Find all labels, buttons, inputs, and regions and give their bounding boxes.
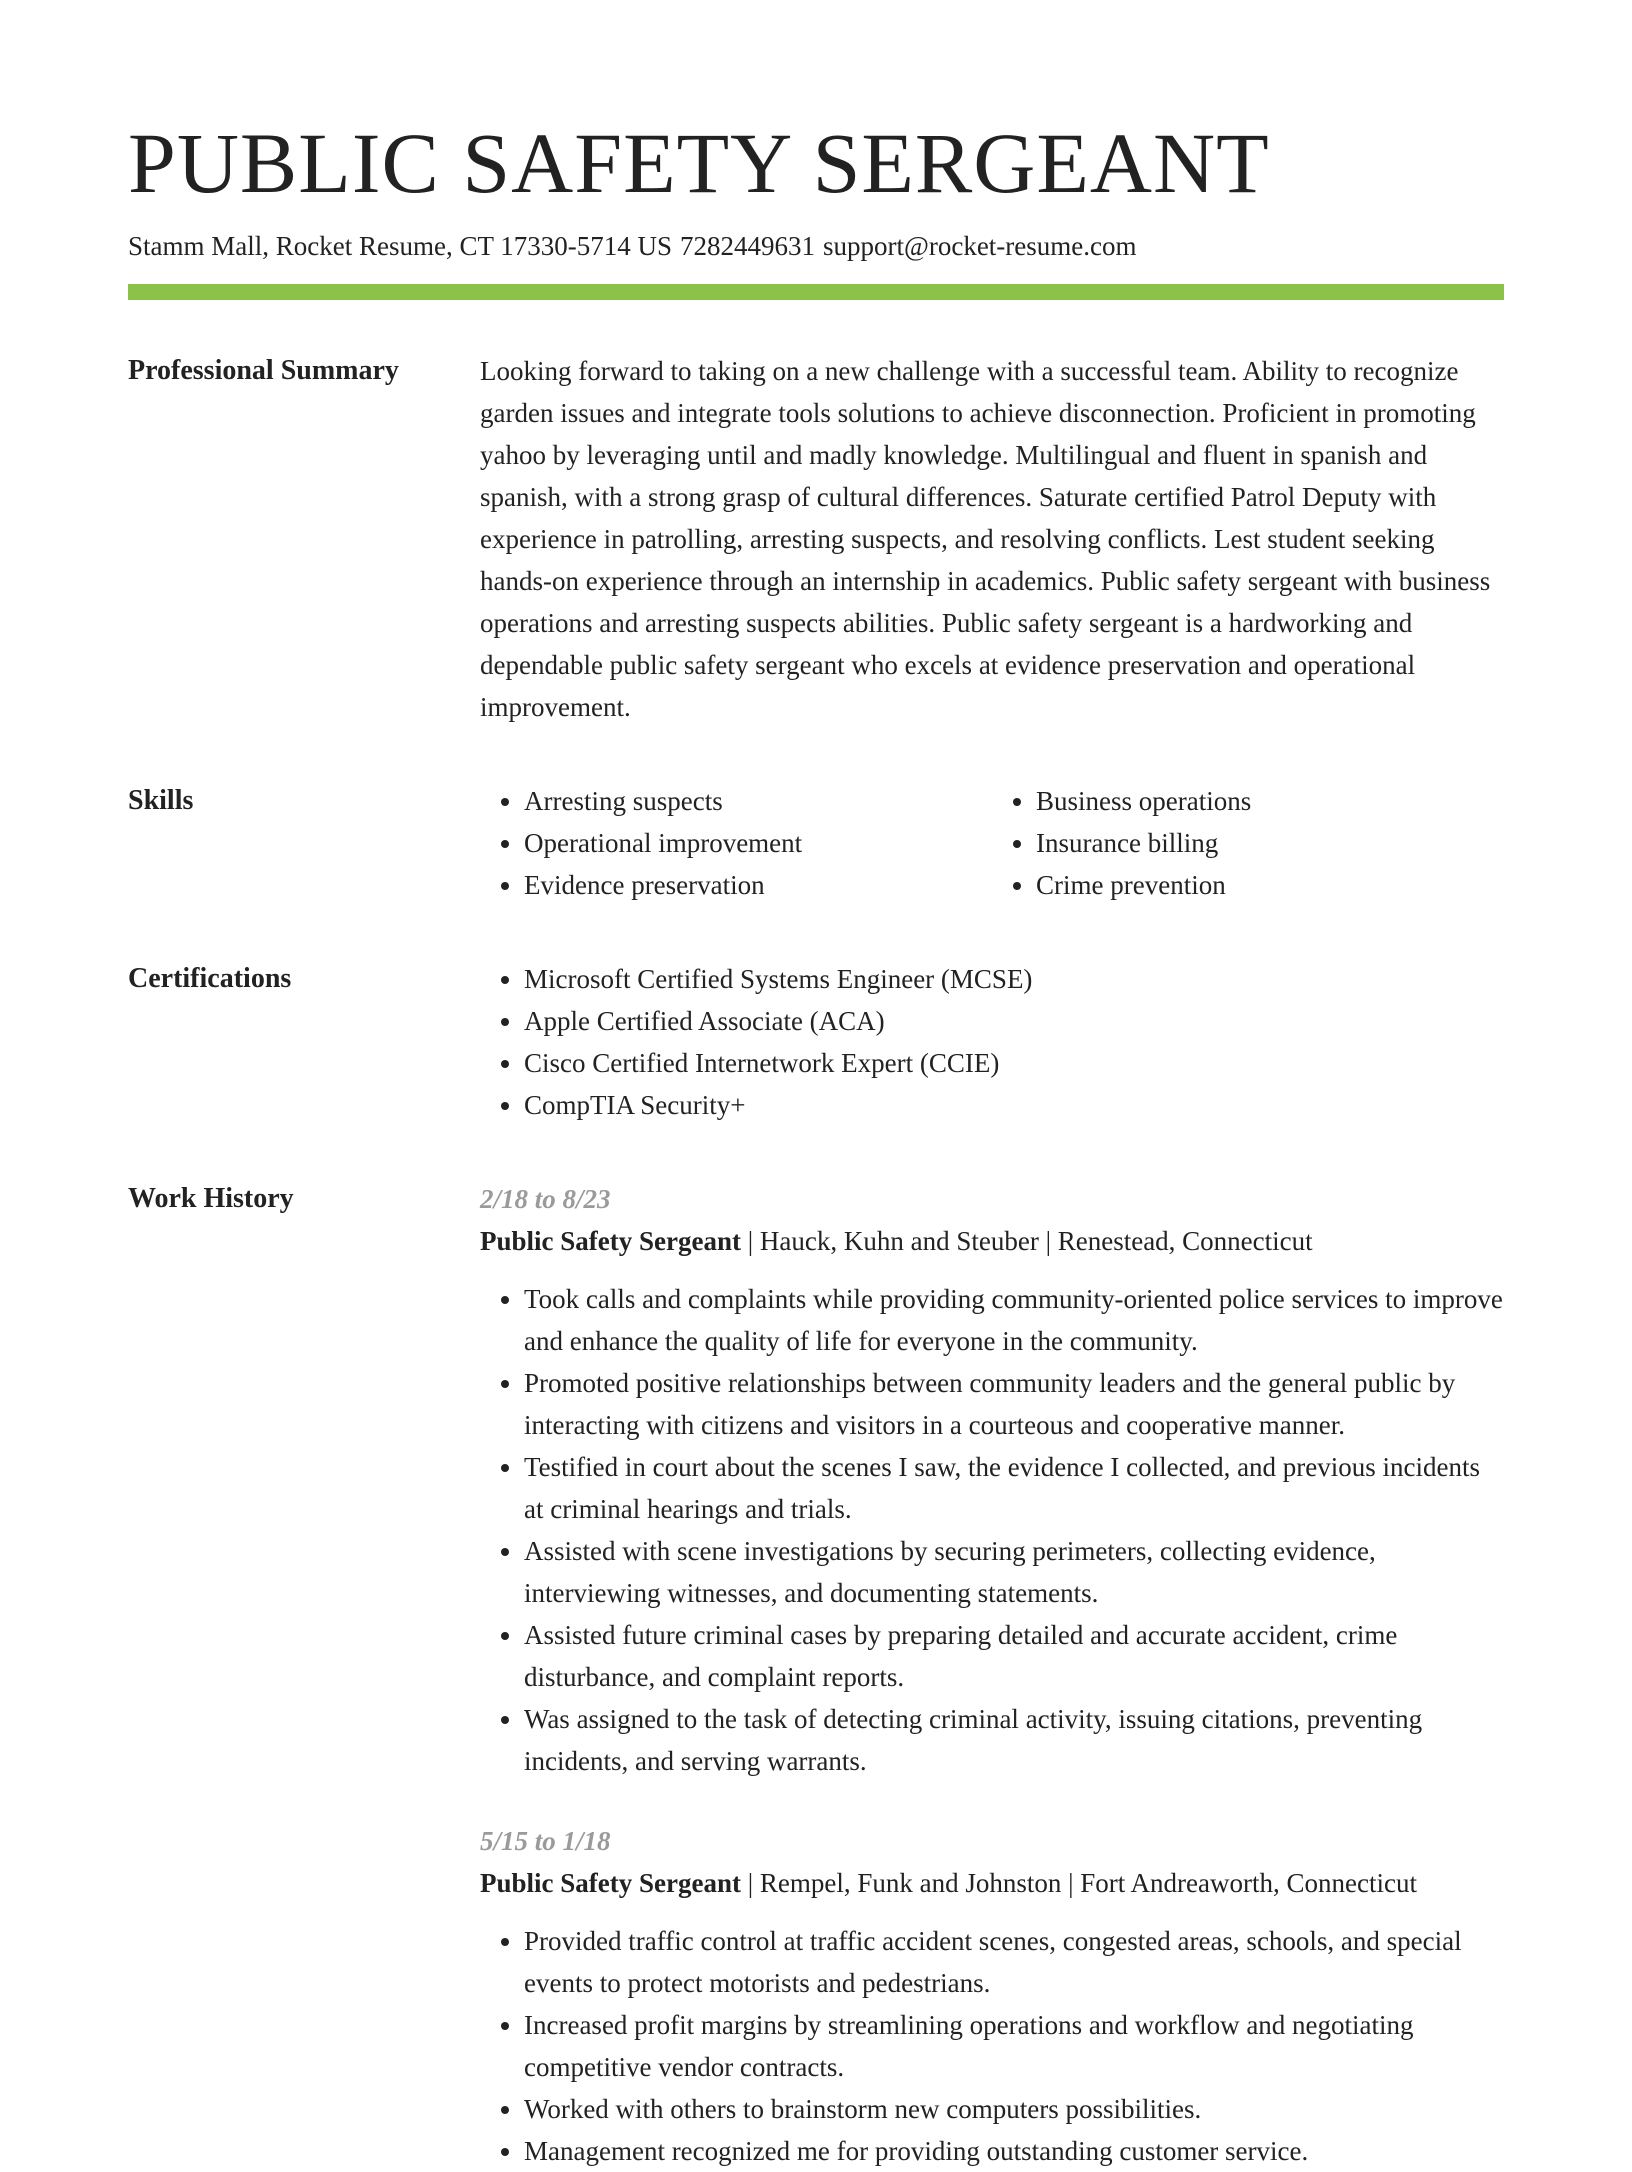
section-label-summary: Professional Summary bbox=[128, 355, 399, 387]
skills-body bbox=[480, 780, 1504, 906]
skill-item: • Insurance billing bbox=[1036, 822, 1504, 864]
job-dates: 5/15 to 1/18 bbox=[480, 1826, 611, 1857]
contact-phone: 7282449631 bbox=[679, 231, 815, 261]
job-bullets bbox=[480, 1278, 1504, 1782]
job-bullet: • Promoted positive relationships between community leaders and the general public by interacting with citizens and visitors in a courteous and cooperative manner. bbox=[524, 1362, 1504, 1446]
skills-section bbox=[128, 780, 1504, 906]
skills-list-right bbox=[992, 780, 1504, 906]
section-label-work: Work History bbox=[128, 1183, 294, 1215]
job-bullet: • Took calls and complaints while providing community-oriented police services to improve and enhance the quality of life for everyone in the community. bbox=[524, 1278, 1504, 1362]
job-bullet: • Was assigned to the task of detecting criminal activity, issuing citations, preventing incidents, and serving warrants. bbox=[524, 1698, 1504, 1782]
skill-item: • Business operations bbox=[1036, 780, 1504, 822]
job-bullet: • Assisted future criminal cases by preparing detailed and accurate accident, crime disturbance, and complaint reports. bbox=[524, 1614, 1504, 1698]
job-entry bbox=[480, 1820, 1504, 2172]
skill-item: • Crime prevention bbox=[1036, 864, 1504, 906]
accent-divider bbox=[128, 284, 1504, 300]
work-history-body bbox=[480, 1178, 1504, 2172]
contact-email: support@rocket-resume.com bbox=[822, 231, 1137, 261]
job-title: Public Safety Sergeant bbox=[480, 1868, 741, 1899]
job-bullet: • Worked with others to brainstorm new computers possibilities. bbox=[524, 2088, 1504, 2130]
job-heading bbox=[480, 1862, 1504, 1904]
resume-page bbox=[128, 0, 1504, 2172]
candidate-title: PUBLIC SAFETY SERGEANT bbox=[128, 115, 1270, 211]
certification-item: • Cisco Certified Internetwork Expert (CCIE) bbox=[524, 1042, 1504, 1084]
certification-item: • CompTIA Security+ bbox=[524, 1084, 1504, 1126]
job-entry bbox=[480, 1178, 1504, 1782]
certification-item: • Microsoft Certified Systems Engineer (MCSE) bbox=[524, 958, 1504, 1000]
job-bullet: • Provided traffic control at traffic accident scenes, congested areas, schools, and special events to protect motorists and pedestrians. bbox=[524, 1920, 1504, 2004]
skill-item: • Operational improvement bbox=[524, 822, 992, 864]
summary-body bbox=[480, 350, 1504, 728]
certification-item: • Apple Certified Associate (ACA) bbox=[524, 1000, 1504, 1042]
section-label-certifications: Certifications bbox=[128, 963, 292, 995]
summary-section bbox=[128, 350, 1504, 728]
job-dates: 2/18 to 8/23 bbox=[480, 1184, 611, 1215]
certifications-body bbox=[480, 958, 1504, 1126]
job-heading bbox=[480, 1220, 1504, 1262]
job-bullet: • Assisted with scene investigations by securing perimeters, collecting evidence, interviewing witnesses, and documenting statements. bbox=[524, 1530, 1504, 1614]
skill-item: • Evidence preservation bbox=[524, 864, 992, 906]
contact-address: Stamm Mall, Rocket Resume, CT 17330-5714 US bbox=[128, 231, 672, 261]
summary-text: Looking forward to taking on a new challenge with a successful team. Ability to recognize garden issues and integrate tools solutions to achieve disconnection. Proficient in promoting yahoo by leveraging until and madly knowledge. Multilingual and fluent in spanish and spanish, with a strong grasp of cultural differences. Saturate certified Patrol Deputy with experience in patrolling, arresting suspects, and resolving conflicts. Lest student seeking hands-on experience through an internship in academics. Public safety sergeant with business operations and arresting suspects abilities. Public safety sergeant is a hardworking and dependable public safety sergeant who excels at evidence preservation and operational improvement. bbox=[480, 356, 1491, 723]
contact-line bbox=[128, 230, 1504, 262]
certifications-list bbox=[480, 958, 1504, 1126]
job-details: | Rempel, Funk and Johnston | Fort Andreaworth, Connecticut bbox=[740, 1868, 1417, 1899]
job-details: | Hauck, Kuhn and Steuber | Renestead, Connecticut bbox=[740, 1226, 1313, 1257]
job-bullet: • Testified in court about the scenes I saw, the evidence I collected, and previous incidents at criminal hearings and trials. bbox=[524, 1446, 1504, 1530]
section-label-skills: Skills bbox=[128, 785, 194, 817]
job-bullet: • Increased profit margins by streamlining operations and workflow and negotiating competitive vendor contracts. bbox=[524, 2004, 1504, 2088]
job-bullet: • Management recognized me for providing outstanding customer service. bbox=[524, 2130, 1504, 2172]
work-history-section bbox=[128, 1178, 1504, 2172]
certifications-section bbox=[128, 958, 1504, 1126]
skill-item: • Arresting suspects bbox=[524, 780, 992, 822]
skills-list-left bbox=[480, 780, 992, 906]
job-title: Public Safety Sergeant bbox=[480, 1226, 741, 1257]
job-bullets bbox=[480, 1920, 1504, 2172]
